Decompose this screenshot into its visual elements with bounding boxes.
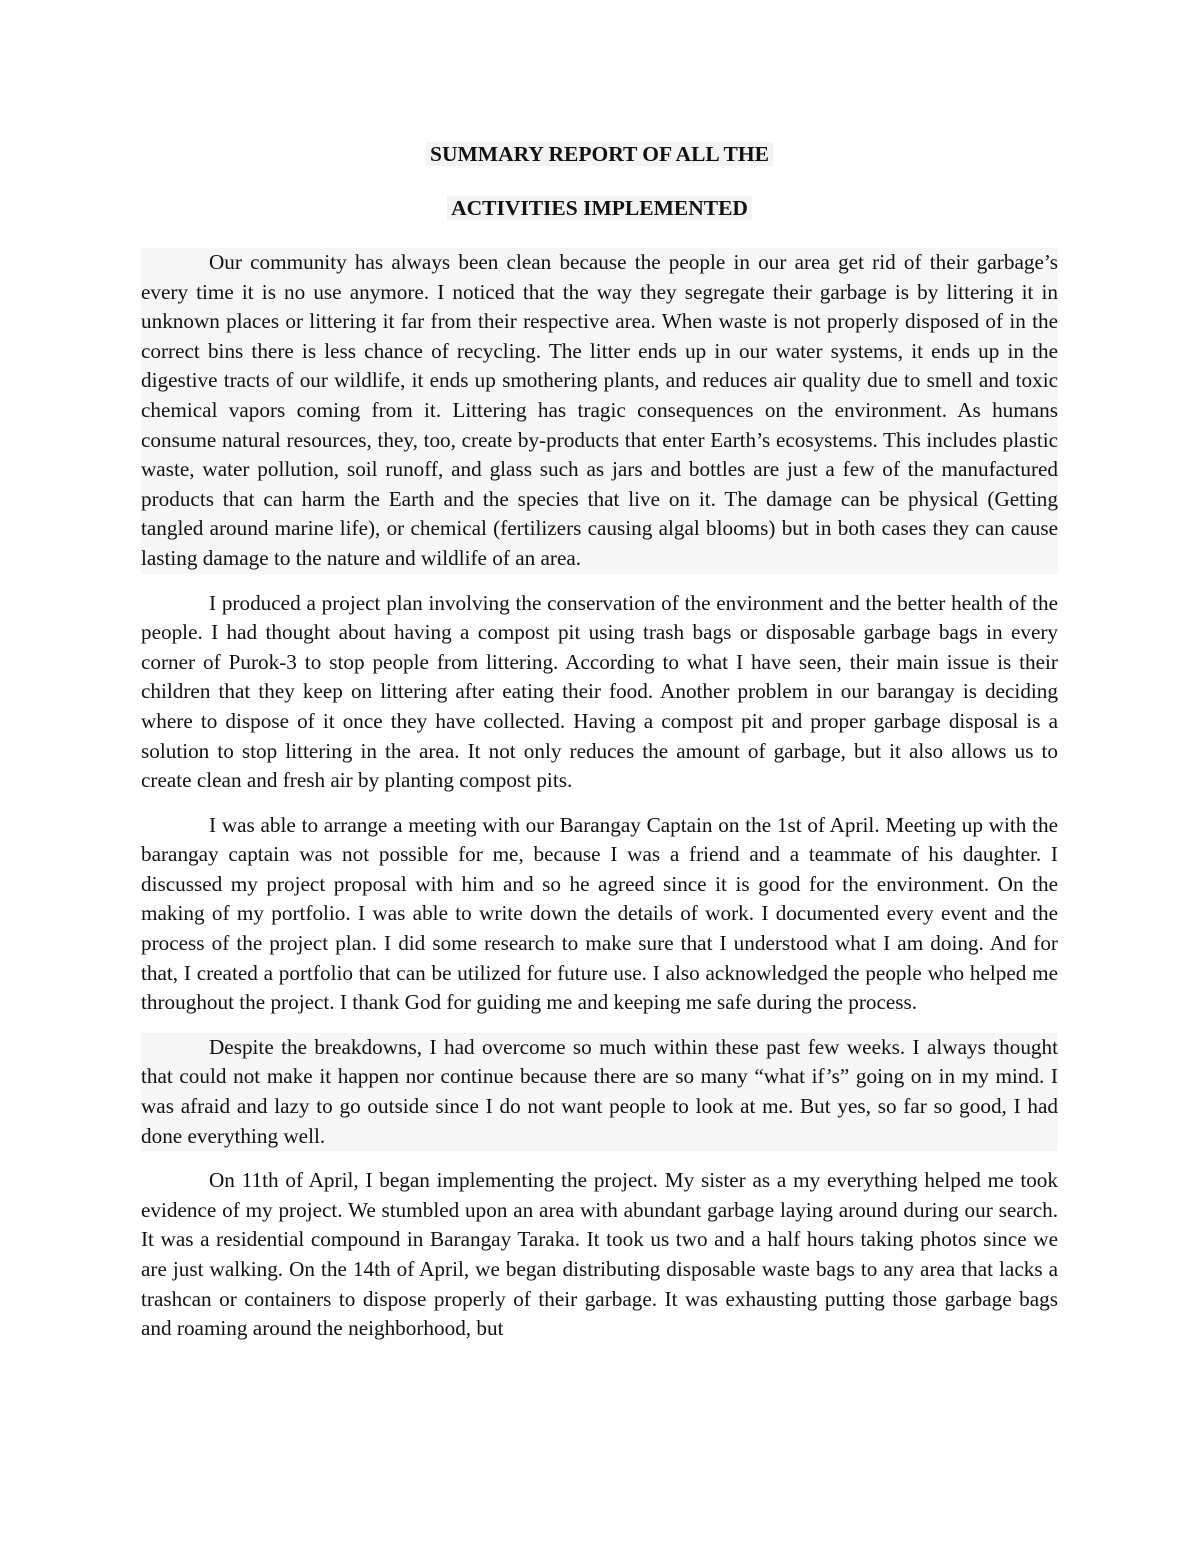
title-line-1-text: SUMMARY REPORT OF ALL THE	[426, 142, 773, 166]
paragraph-implementation: On 11th of April, I began implementing the project. My sister as a my everything helped me took evidence of my project. We stumbled upon an area with abundant garbage laying around during our search. It was a residential compound in Barangay Taraka. It took us two and a half hours taking photos since we are just walking. On the 14th of April, we began distributing disposable waste bags to any area that lacks a trashcan or containers to dispose properly of their garbage. It was exhausting putting those garbage bags and roaming around the neighborhood, but	[141, 1168, 1058, 1341]
document-title-line-2	[141, 194, 1058, 223]
title-line-2-text: ACTIVITIES IMPLEMENTED	[447, 196, 752, 220]
paragraph-captain-meeting: I was able to arrange a meeting with our Barangay Captain on the 1st of April. Meeting up with the barangay captain was not possible for me, because I was a friend and a teammate of his daughter. I discussed my project proposal with him and so he agreed since it is good for the environment. On the making of my portfolio. I was able to write down the details of work. I documented every event and the process of the project plan. I did some research to make sure that I understood what I am doing. And for that, I created a portfolio that can be utilized for future use. I also acknowledged the people who helped me throughout the project. I thank God for guiding me and keeping me safe during the process.	[141, 812, 1058, 1015]
document-body	[141, 140, 1058, 1359]
paragraph-littering-consequences: Our community has always been clean because the people in our area get rid of their garbage’s every time it is no use anymore. I noticed that the way they segregate their garbage is by littering it in unknown places or littering it far from their respective area. When waste is not properly disposed of in the correct bins there is less chance of recycling. The litter ends up in our water systems, it ends up in the digestive tracts of our wildlife, it ends up smothering plants, and reduces air quality due to smell and toxic chemical vapors coming from it. Littering has tragic consequences on the environment. As humans consume natural resources, they, too, create by-products that enter Earth’s ecosystems. This includes plastic waste, water pollution, soil runoff, and glass such as jars and bottles are just a few of the manufactured products that can harm the Earth and the species that live on it. The damage can be physical (Getting tangled around marine life), or chemical (fertilizers causing algal blooms) but in both cases they can cause lasting damage to the nature and wildlife of an area.	[141, 248, 1058, 574]
paragraph-project-plan: I produced a project plan involving the conservation of the environment and the better health of the people. I had thought about having a compost pit using trash bags or disposable garbage bags in every corner of Purok-3 to stop people from littering. According to what I have seen, their main issue is their children that they keep on littering after eating their food. Another problem in our barangay is deciding where to dispose of it once they have collected. Having a compost pit and proper garbage disposal is a solution to stop littering in the area. It not only reduces the amount of garbage, but it also allows us to create clean and fresh air by planting compost pits.	[141, 590, 1058, 793]
document-title-line-1	[141, 140, 1058, 169]
paragraph-overcoming-breakdowns: Despite the breakdowns, I had overcome so much within these past few weeks. I always thought that could not make it happen nor continue because there are so many “what if’s” going on in my mind. I was afraid and lazy to go outside since I do not want people to look at me. But yes, so far so good, I had done everything well.	[141, 1033, 1058, 1151]
